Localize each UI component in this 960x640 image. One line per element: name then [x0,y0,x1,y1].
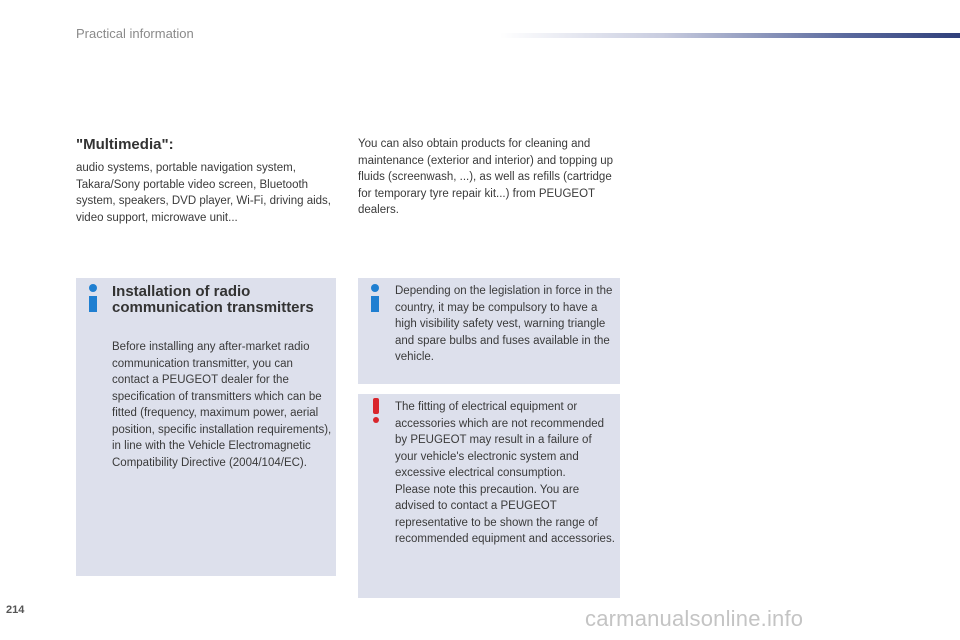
page-number: 214 [6,604,25,616]
radio-transmitters-title: Installation of radio communication transmitters [112,283,314,316]
legislation-info-box [358,278,620,384]
warning-icon [370,398,382,424]
section-header-title: Practical information [76,26,194,41]
products-text: You can also obtain products for cleaning and maintenance (exterior and interior) and topping up fluids (screenwash, ...), as well as refills (cartridge for temporary tyre repair kit...) from PEUGEOT dealers. [358,138,614,216]
warning-paragraph-2: Please note this precaution. You are advised to contact a PEUGEOT representative to be shown the range of recommended equipment and accessories. [395,483,615,545]
multimedia-title: "Multimedia": [76,136,174,153]
warning-text [395,399,617,548]
electrical-equipment-warning-box [358,394,620,598]
multimedia-text: audio systems, portable navigation system, Takara/Sony portable video screen, Bluetooth system, speakers, DVD player, Wi-Fi, driving aids, video support, microwave unit... [76,162,331,224]
header-gradient-bar [500,33,960,38]
info-icon [368,284,382,324]
info-icon [86,284,100,324]
watermark: carmanualsonline.info [585,606,804,631]
warning-paragraph-1: The fitting of electrical equipment or accessories which are not recommended by PEUGEOT may result in a failure of your vehicle's electronic system and excessive electrical consumption. [395,401,605,479]
legislation-text: Depending on the legislation in force in the country, it may be compulsory to have a high visibility safety vest, warning triangle and spare bulbs and fuses available in the vehicle. [395,285,613,363]
radio-transmitters-info-box [76,278,336,576]
radio-transmitters-text: Before installing any after-market radio communication transmitter, you can contact a PEUGEOT dealer for the specification of transmitters which can be fitted (frequency, maximum power, aerial position, specific installation requirements), in line with the Vehicle Electromagnetic Compatibility Directive (2004/104/EC). [112,341,332,469]
